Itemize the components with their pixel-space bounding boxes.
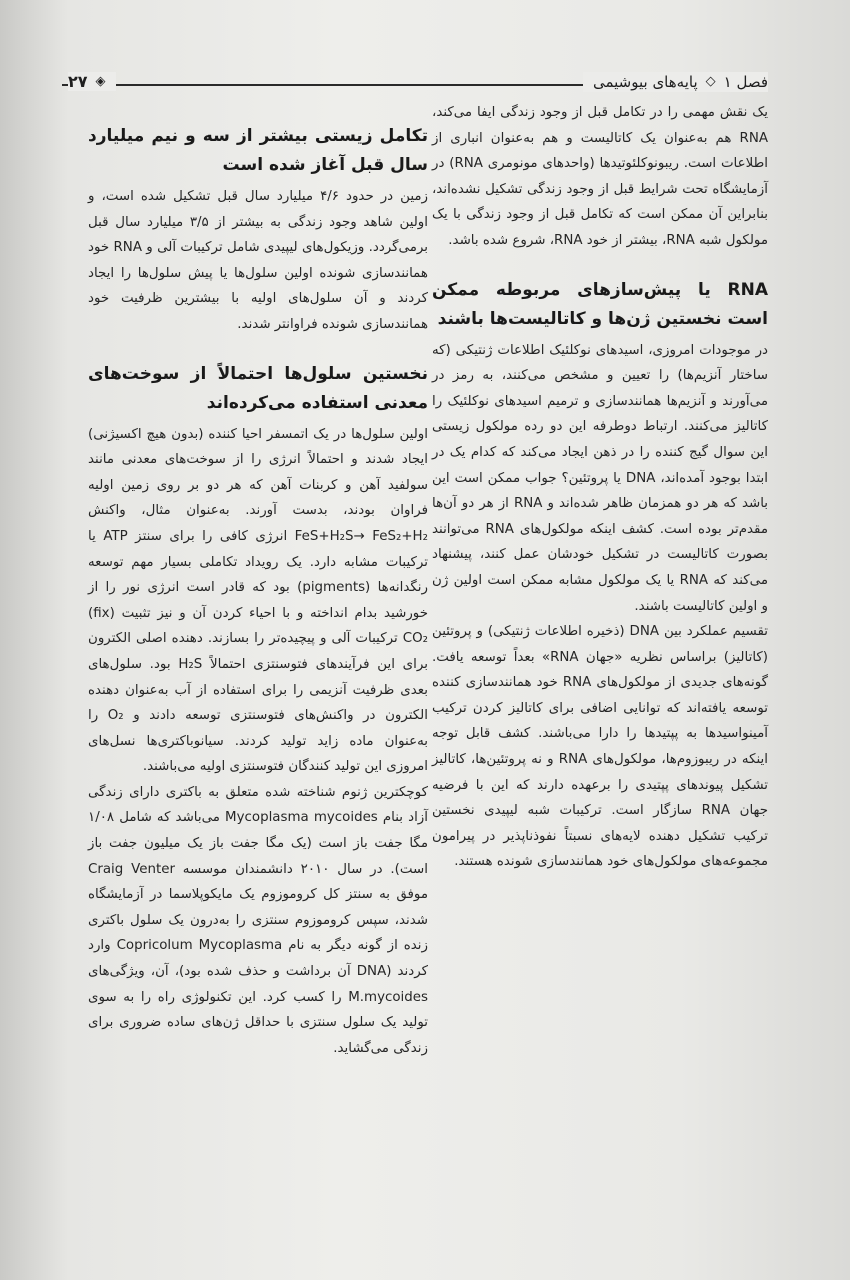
right-column	[432, 100, 768, 875]
diamond-filled-icon: ◈	[95, 74, 106, 89]
book-title: پایه‌های بیوشیمی	[592, 73, 698, 91]
page-number: ۲۷	[68, 72, 88, 91]
paragraph: اولین سلول‌ها در یک اتمسفر احیا کننده (بدون هیچ اکسیژنی) ایجاد شدند و احتمالاً انرژی را از سوخت‌های معدنی مانند سولفید آهن و کربنات آهن که هر دو بر روی زمین اولیه فراوان بودند، بدست آورند. به‌عنوان مثال، واکنش FeS+H₂S→ FeS₂+H₂ انرژی کافی را برای سنتز ATP یا ترکیبات مشابه دارد. یک رویداد تکاملی بسیار مهم توسعه رنگدانه‌ها (pigments) بود که قادر است انرژی نور را از خورشید بدام انداخته و با احیاء کردن آن و نیز تثبیت (fix) CO₂ ترکیبات آلی و پیچیده‌تر را بسازند. دهنده اصلی الکترون برای این فرآیندهای فتوسنتزی احتمالاً H₂S بود. سلول‌های بعدی ظرفیت آنزیمی را برای استفاده از آب به‌عنوان دهنده الکترون در واکنش‌های فتوسنتزی توسعه دادند و O₂ را به‌عنوان ماده زاید تولید کردند. سیانوباکتری‌ها نسل‌های امروزی این تولید کنندگان فتوسنتزی اولیه می‌باشند.	[88, 426, 428, 775]
diamond-icon: ◇	[705, 74, 716, 89]
section-heading: تکامل زیستی بیشتر از سه و نیم میلیارد سال قبل آغاز شده است	[88, 126, 428, 175]
paragraph: کوچکترین ژنوم شناخته شده متعلق به باکتری دارای زندگی آزاد بنام Mycoplasma mycoides می‌باشد که شامل ۱/۰۸ مگا جفت باز است (یک مگا جفت باز یک میلیون جفت باز است). در سال ۲۰۱۰ دانشمندان موسسه Craig Venter موفق به سنتز کل کروموزوم یک مایکوپلاسما در آزمایشگاه شدند، سپس کروموزوم سنتزی را به‌درون یک سلول باکتری زنده از گونه دیگر به نام Copricolum Mycoplasma وارد کردند (DNA آن برداشت و حذف شده بود)، آن، ویژگی‌های M.mycoides را کسب کرد. این تکنولوژی راه را به سوی تولید یک سلول سنتزی با حداقل ژن‌های ساده ضروری برای زندگی می‌گشاید.	[88, 784, 428, 1056]
chapter-label: فصل ۱	[723, 73, 768, 91]
section-heading: نخستین سلول‌ها احتمالاً از سوخت‌های معدنی استفاده می‌کرده‌اند	[88, 363, 428, 413]
paragraph: تقسیم عملکرد بین DNA (ذخیره اطلاعات ژنتیکی) و پروتئین (کاتالیز) براساس نظریه «جهان RNA» بعداً توسعه یافت. گونه‌های جدیدی از مولکول‌های RNA خود همانندسازی کننده توسعه یافته‌اند که توانایی اضافی برای کاتالیز کردن ترکیب آمینواسیدها به پپتیدها را دارا می‌باشند. کشف قابل توجه اینکه در ریبوزوم‌ها، مولکول‌های RNA و نه پروتئین‌ها، کاتالیز تشکیل پیوندهای پپتیدی را برعهده دارند که این با فرضیه جهان RNA سازگار است. ترکیبات شبه لیپیدی نخستین ترکیب تشکیل دهنده لایه‌های نسبتاً نفوذناپذیر در پیرامون مجموعه‌های مولکول‌های خود همانندسازی شونده هستند.	[432, 624, 769, 870]
left-column	[88, 122, 428, 1061]
page-number-group	[68, 72, 116, 91]
paragraph: یک نقش مهمی را در تکامل قبل از وجود زندگی ایفا می‌کند، RNA هم به‌عنوان یک کاتالیست و هم به‌عنوان انباری از اطلاعات است. ریبونوکلئوتیدها (واحدهای مونومری RNA) در آزمایشگاه تحت شرایط قبل از وجود زندگی تشکیل نشده‌اند، بنابراین آن ممکن است که تکامل قبل از وجود زندگی با یک مولکول شبه RNA، بیشتر از خود RNA، شروع شده باشد.	[432, 105, 768, 248]
section-heading: RNA یا پیش‌سازهای مربوطه ممکن است نخستین ژن‌ها و کاتالیست‌ها باشند	[432, 279, 768, 329]
running-head	[583, 72, 768, 92]
paragraph: زمین در حدود ۴/۶ میلیارد سال قبل تشکیل شده است، و اولین شاهد وجود زندگی به بیشتر از ۳/۵ میلیارد سال قبل برمی‌گردد. وزیکول‌های لیپیدی شامل ترکیبات آلی و RNA خود همانندسازی شونده اولین سلول‌ها یا پیش سلول‌ها را ایجاد کردند و آن سلول‌های اولیه با بیشترین ظرفیت خود همانندسازی شونده فراوانتر شدند.	[88, 189, 429, 332]
paragraph: در موجودات امروزی، اسیدهای نوکلئیک اطلاعات ژنتیکی (که ساختار آنزیم‌ها) را تعیین و مشخص می‌کنند، به رمز در می‌آورند و آنزیم‌ها همانندسازی و ترمیم اسیدهای نوکلئیک را کاتالیز می‌کنند. ارتباط دوطرفه این دو رده مولکول زیستی این سوال گیج کننده را در ذهن ایجاد می‌کند که کدام یک در ابتدا بوجود آمده‌اند، DNA یا پروتئین؟ جواب ممکن است این باشد که هر دو همزمان ظاهر شده‌اند و RNA از هر دو آن‌ها مقدم‌تر بوده است. کشف اینکه مولکول‌های RNA می‌توانند بصورت کاتالیست در تشکیل خودشان عمل کنند، پیشنهاد می‌کند که RNA یا یک مولکول مشابه ممکن است اولین ژن و اولین کاتالیست باشند.	[432, 342, 769, 614]
